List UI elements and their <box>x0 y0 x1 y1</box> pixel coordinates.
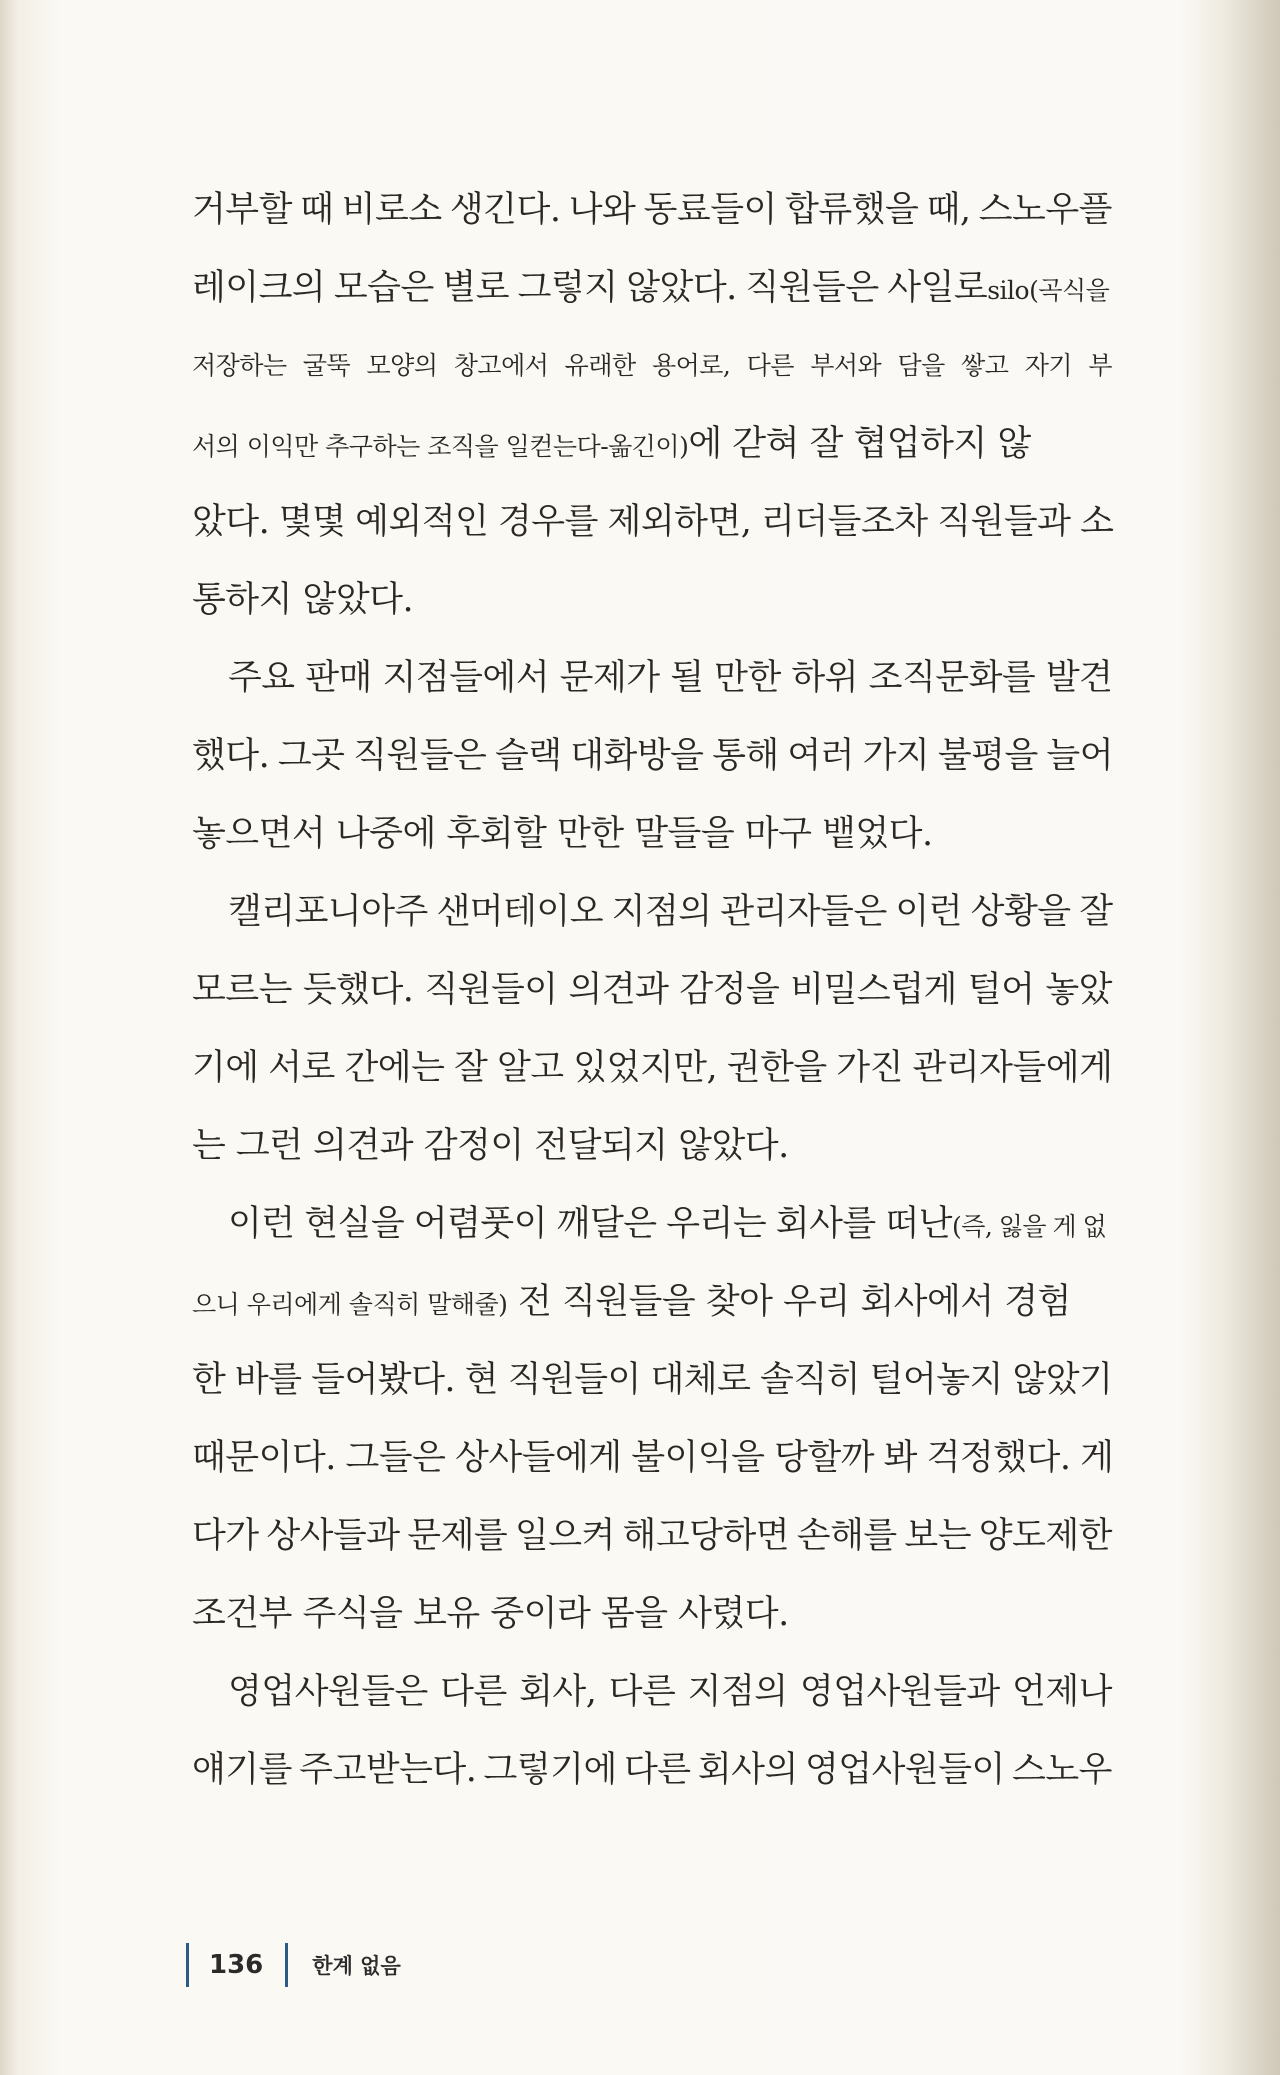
text-line: 거부할 때 비로소 생긴다. 나와 동료들이 합류했을 때, 스노우플 <box>192 190 1112 230</box>
text-line: 캘리포니아주 샌머테이오 지점의 관리자들은 이런 상황을 잘 <box>228 892 1113 932</box>
text-line <box>192 258 1112 318</box>
text-span: 레이크의 모습은 별로 그렇지 않았다. 직원들은 사일로 <box>192 268 988 308</box>
text-span: 에 갇혀 잘 협업하지 않 <box>688 424 1031 464</box>
text-line: 기에 서로 간에는 잘 알고 있었지만, 권한을 가진 관리자들에게 <box>192 1048 1113 1088</box>
text-line: 았다. 몇몇 예외적인 경우를 제외하면, 리더들조차 직원들과 소 <box>192 502 1114 542</box>
page-footer <box>186 1940 401 1990</box>
annotation-text: 서의 이익만 추구하는 조직을 일컫는다-옮긴이) <box>192 432 689 461</box>
page-number: 136 <box>209 1950 264 1980</box>
text-line: 놓으면서 나중에 후회할 만한 말들을 마구 뱉었다. <box>192 814 933 854</box>
text-line: 모르는 듯했다. 직원들이 의견과 감정을 비밀스럽게 털어 놓았 <box>192 970 1112 1010</box>
text-line: 한 바를 들어봤다. 현 직원들이 대체로 솔직히 털어놓지 않았기 <box>192 1360 1113 1400</box>
annotation-text: (즉, 잃을 게 없 <box>951 1212 1107 1241</box>
text-line <box>192 1272 1112 1332</box>
footer-divider <box>285 1943 288 1987</box>
text-line <box>192 1194 1112 1254</box>
text-line: 영업사원들은 다른 회사, 다른 지점의 영업사원들과 언제나 <box>228 1672 1112 1712</box>
text-line: 때문이다. 그들은 상사들에게 불이익을 당할까 봐 걱정했다. 게 <box>192 1438 1114 1478</box>
text-line <box>192 414 1112 474</box>
annotation-text: (곡식을 <box>1029 276 1110 305</box>
annotation-text: 으니 우리에게 솔직히 말해줄) <box>192 1290 508 1319</box>
text-line: 얘기를 주고받는다. 그렇기에 다른 회사의 영업사원들이 스노우 <box>192 1750 1112 1790</box>
annotation-word: silo <box>987 276 1030 305</box>
footer-divider <box>186 1943 189 1987</box>
text-line: 주요 판매 지점들에서 문제가 될 만한 하위 조직문화를 발견 <box>228 658 1113 698</box>
text-line: 다가 상사들과 문제를 일으켜 해고당하면 손해를 보는 양도제한 <box>192 1516 1112 1556</box>
text-span: 이런 현실을 어렴풋이 깨달은 우리는 회사를 떠난 <box>228 1204 952 1244</box>
text-span: 전 직원들을 찾아 우리 회사에서 경험 <box>507 1282 1071 1322</box>
book-title: 한계 없음 <box>312 1954 401 1978</box>
text-line: 조건부 주식을 보유 중이라 몸을 사렸다. <box>192 1594 789 1634</box>
annotation-line: 저장하는 굴뚝 모양의 창고에서 유래한 용어로, 다른 부서와 담을 쌓고 자기 부 <box>192 351 1112 380</box>
text-line: 는 그런 의견과 감정이 전달되지 않았다. <box>192 1126 789 1166</box>
text-line: 통하지 않았다. <box>192 580 414 620</box>
text-line: 했다. 그곳 직원들은 슬랙 대화방을 통해 여러 가지 불평을 늘어 <box>192 736 1114 776</box>
